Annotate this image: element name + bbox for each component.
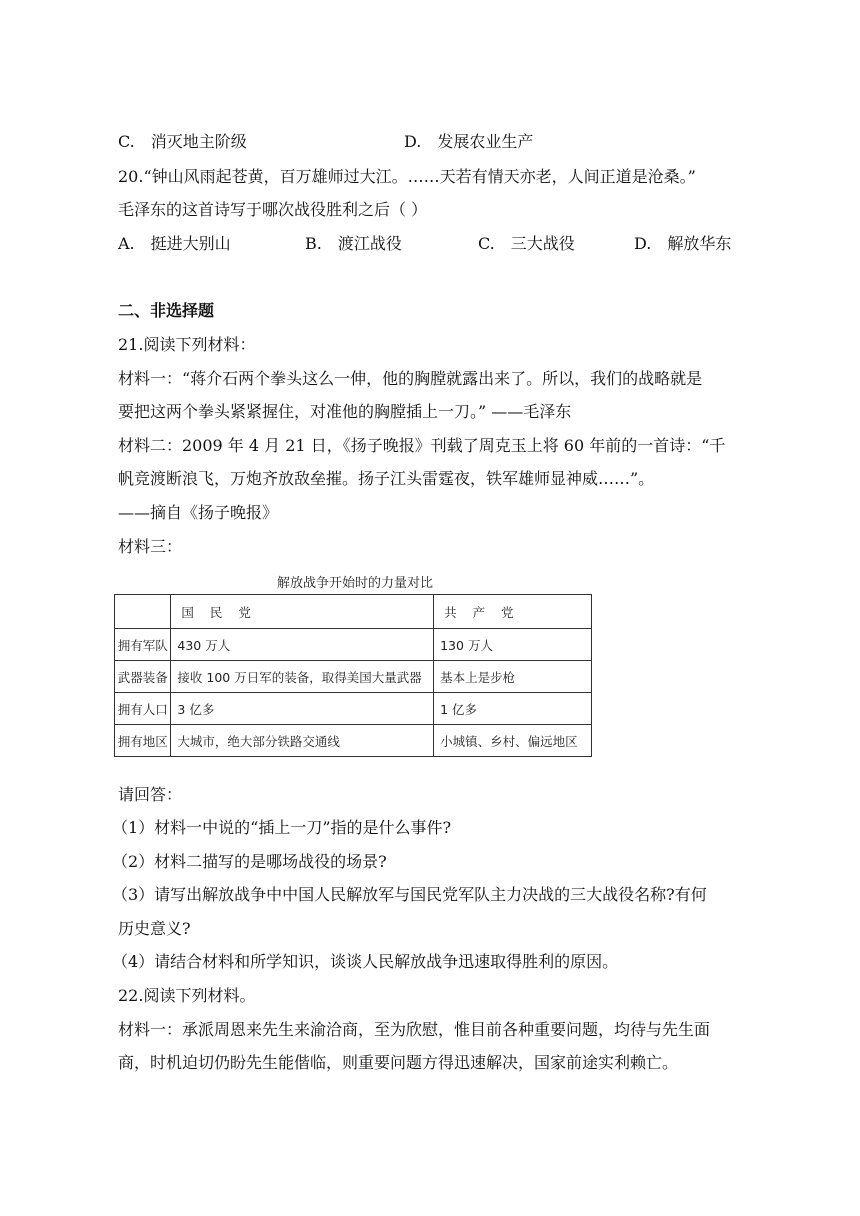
q21-sub1: （1）材料一中说的“插上一刀”指的是什么事件? (112, 818, 452, 837)
table-cell: 3 亿多 (171, 693, 434, 725)
q20-option-b: B. 渡江战役 (305, 234, 402, 253)
q21-material3-label: 材料三： (118, 537, 183, 556)
table-cell: 拥有军队 (115, 629, 171, 661)
table-row (115, 725, 592, 757)
table-cell: 430 万人 (171, 629, 434, 661)
table-cell: 130 万人 (434, 629, 592, 661)
q20-option-a: A. 挺进大别山 (118, 234, 231, 253)
force-comparison-table (114, 594, 592, 757)
table-cell: 接收 100 万日军的装备，取得美国大量武器 (171, 661, 434, 693)
table-header-cell (115, 595, 171, 629)
q20-stem-line2: 毛泽东的这首诗写于哪次战役胜利之后（ ） (118, 200, 428, 219)
q21-intro: 21.阅读下列材料： (118, 335, 256, 354)
table-cell: 小城镇、乡村、偏远地区 (434, 725, 592, 757)
q21-sub3-line2: 历史意义? (118, 919, 191, 938)
table-row (115, 693, 592, 725)
q19-option-c: C. 消灭地主阶级 (118, 132, 247, 151)
q20-option-d: D. 解放华东 (634, 234, 732, 253)
q21-material2-line2: 帆竞渡断浪飞，万炮齐放敌垒摧。扬子江头雷霆夜，铁军雄师显神威……”。 (118, 469, 655, 488)
table-cell: 拥有地区 (115, 725, 171, 757)
table-header-cell: 国 民 党 (171, 595, 434, 629)
table-cell: 大城市，绝大部分铁路交通线 (171, 725, 434, 757)
q22-material1-line1: 材料一：承派周恩来先生来渝洽商，至为欣慰，惟目前各种重要问题，均待与先生面 (118, 1020, 711, 1039)
q21-material2-source: ——摘自《扬子晚报》 (118, 503, 279, 522)
q21-sub4: （4）请结合材料和所学知识，谈谈人民解放战争迅速取得胜利的原因。 (112, 952, 619, 971)
q20-stem-line1: 20.“钟山风雨起苍黄，百万雄师过大江。……天若有情天亦老，人间正道是沧桑。” (118, 167, 696, 186)
table-header-row (115, 595, 592, 629)
force-comparison-figure (112, 568, 598, 764)
table-row (115, 629, 592, 661)
q22-material1-line2: 商，时机迫切仍盼先生能偕临，则重要问题方得迅速解决，国家前途实利赖亡。 (118, 1053, 679, 1072)
table-header-cell: 共 产 党 (434, 595, 592, 629)
q21-material2-line1: 材料二：2009 年 4 月 21 日，《扬子晚报》刊载了周克玉上将 60 年前的一首诗：“千 (118, 436, 726, 455)
q21-ask: 请回答： (118, 785, 183, 804)
figure-title: 解放战争开始时的力量对比 (276, 576, 433, 591)
table-cell: 1 亿多 (434, 693, 592, 725)
q21-sub3-line1: （3）请写出解放战争中中国人民解放军与国民党军队主力决战的三大战役名称?有何 (112, 885, 707, 904)
q19-option-d: D. 发展农业生产 (404, 132, 534, 151)
q21-sub2: （2）材料二描写的是哪场战役的场景? (112, 852, 387, 871)
table-cell: 拥有人口 (115, 693, 171, 725)
q21-material1-line2: 要把这两个拳头紧紧握住，对准他的胸膛插上一刀。” ——毛泽东 (118, 402, 572, 421)
q21-material1-line1: 材料一：“蒋介石两个拳头这么一伸，他的胸膛就露出来了。所以，我们的战略就是 (118, 369, 703, 388)
section-heading: 二、非选择题 (118, 301, 215, 320)
q20-option-c: C. 三大战役 (478, 234, 575, 253)
table-row (115, 661, 592, 693)
q22-intro: 22.阅读下列材料。 (118, 986, 256, 1005)
table-cell: 基本上是步枪 (434, 661, 592, 693)
table-cell: 武器装备 (115, 661, 171, 693)
